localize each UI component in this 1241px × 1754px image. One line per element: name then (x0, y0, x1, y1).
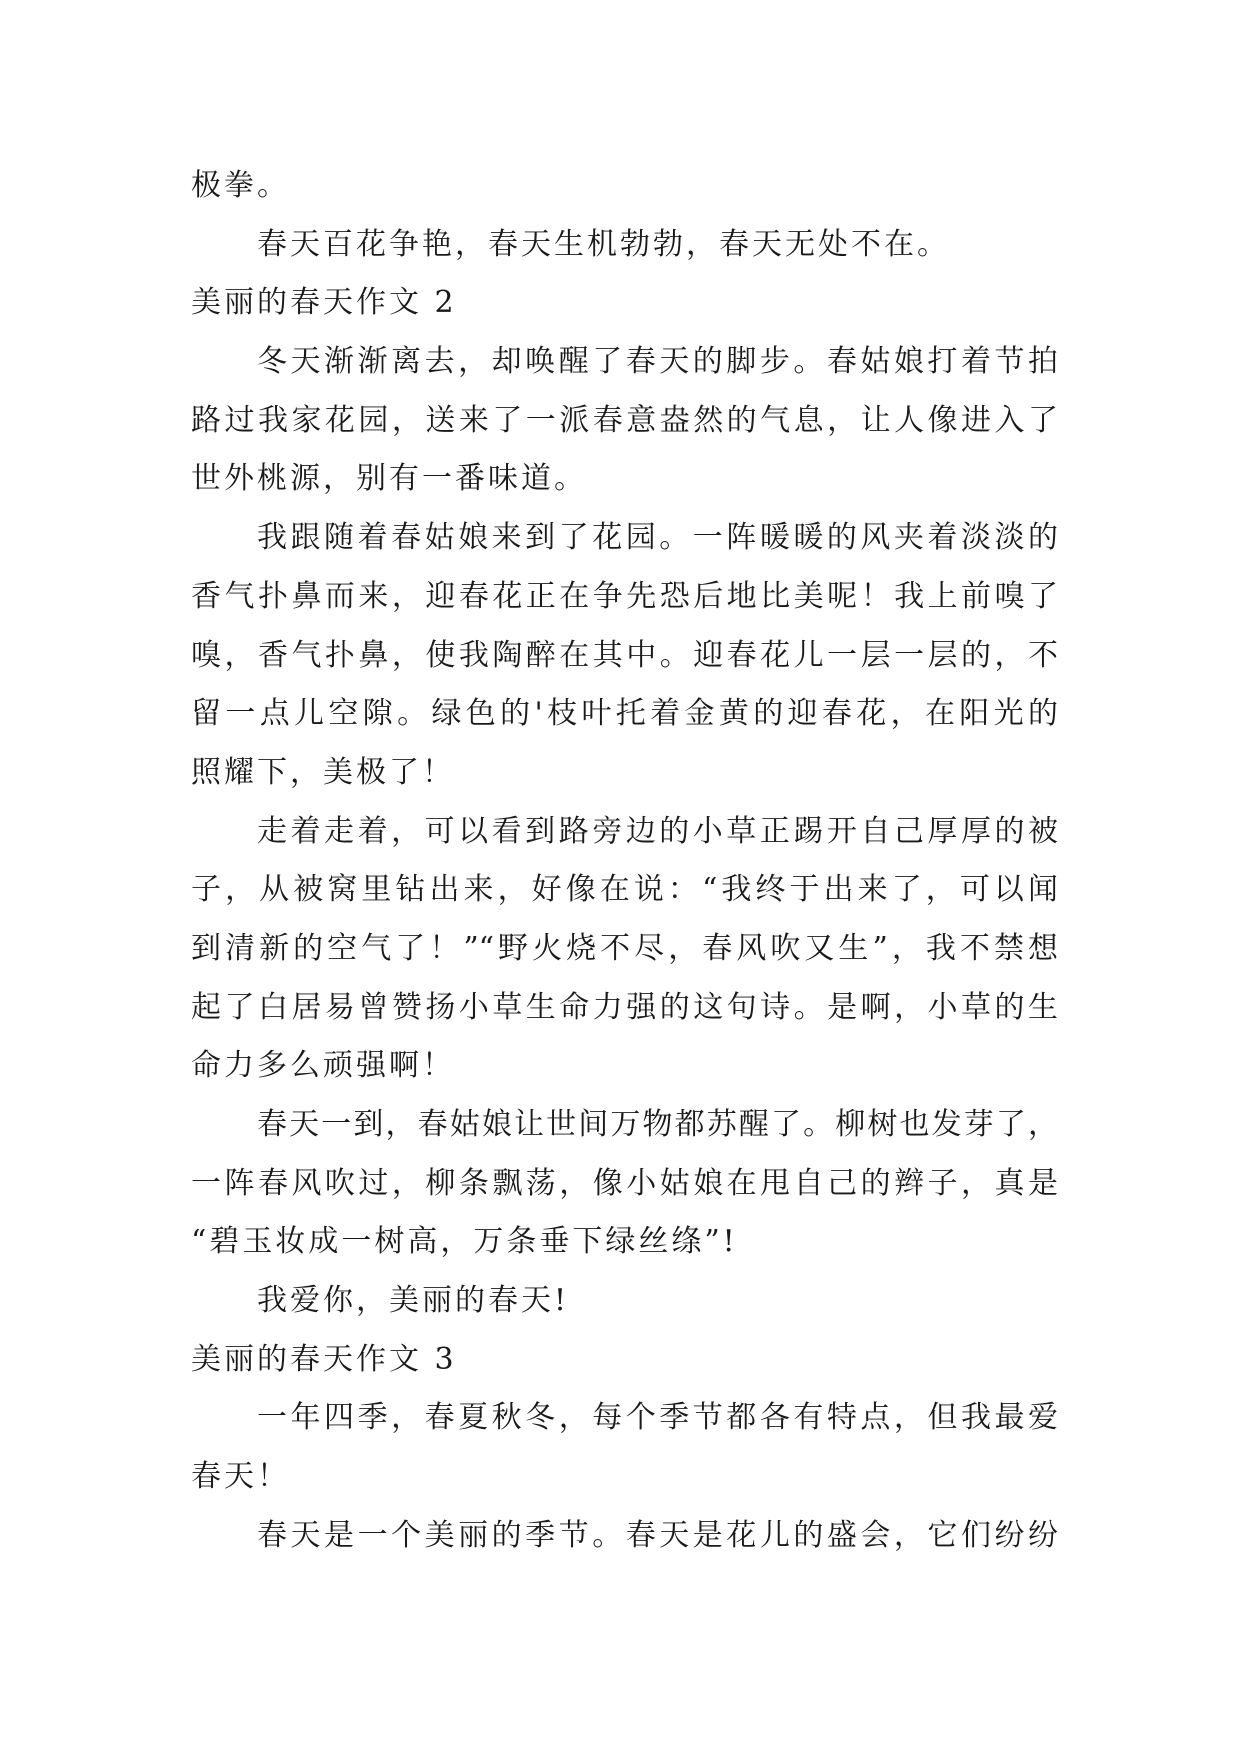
paragraph-line: 路过我家花园，送来了一派春意盎然的气息，让人像进入了 (191, 402, 1058, 438)
heading-text: 美丽的春天作文 2 (191, 285, 457, 321)
paragraph-line: 春天！ (191, 1459, 290, 1495)
paragraph-line: 世外桃源，别有一番味道。 (191, 461, 587, 497)
paragraph-line: 到清新的空气了！”“野火烧不尽，春风吹又生”，我不禁想 (191, 930, 1058, 966)
paragraph (191, 216, 1058, 275)
paragraph (191, 1272, 1058, 1331)
paragraph (191, 509, 1058, 802)
paragraph-line: 照耀下，美极了！ (191, 754, 455, 790)
paragraph-line: 我跟随着春姑娘来到了花园。一阵暖暖的风夹着淡淡的 (257, 520, 1058, 556)
essay-heading (191, 1331, 1058, 1390)
paragraph (191, 1507, 1058, 1566)
paragraph-line: 子，从被窝里钻出来，好像在说：“我终于出来了，可以闻 (191, 872, 1058, 908)
paragraph-line: 香气扑鼻而来，迎春花正在争先恐后地比美呢！我上前嗅了 (191, 578, 1058, 614)
paragraph-line: 春天百花争艳，春天生机勃勃，春天无处不在。 (257, 226, 950, 262)
essay-heading (191, 274, 1058, 333)
paragraph-line: 一年四季，春夏秋冬，每个季节都各有特点，但我最爱 (257, 1400, 1058, 1436)
paragraph-line: 春天是一个美丽的季节。春天是花儿的盛会，它们纷纷 (257, 1517, 1058, 1553)
paragraph-line: “碧玉妆成一树高，万条垂下绿丝绦”! (191, 1224, 738, 1260)
paragraph-line: 我爱你，美丽的春天! (257, 1283, 570, 1319)
paragraph (191, 1389, 1058, 1506)
document-page (191, 157, 1058, 1566)
paragraph-line: 春天一到，春姑娘让世间万物都苏醒了。柳树也发芽了， (257, 1107, 1058, 1142)
paragraph (191, 333, 1058, 509)
paragraph-line: 冬天渐渐离去，却唤醒了春天的脚步。春姑娘打着节拍 (257, 344, 1058, 380)
heading-text: 美丽的春天作文 3 (191, 1341, 457, 1377)
paragraph-line: 留一点儿空隙。绿色的'枝叶托着金黄的迎春花，在阳光的 (191, 696, 1058, 732)
paragraph-line: 起了白居易曾赞扬小草生命力强的这句诗。是啊，小草的生 (191, 989, 1058, 1025)
paragraph-line: 极拳。 (191, 168, 290, 203)
paragraph (191, 1096, 1058, 1272)
paragraph-line: 一阵春风吹过，柳条飘荡，像小姑娘在甩自己的辫子，真是 (191, 1165, 1058, 1201)
paragraph-line: 走着走着，可以看到路旁边的小草正踢开自己厚厚的被 (257, 813, 1058, 849)
paragraph (191, 803, 1058, 1096)
paragraph-line: 嗅，香气扑鼻，使我陶醉在其中。迎春花儿一层一层的，不 (191, 637, 1058, 673)
continued-paragraph (191, 157, 1058, 216)
paragraph-line: 命力多么顽强啊！ (191, 1048, 455, 1084)
